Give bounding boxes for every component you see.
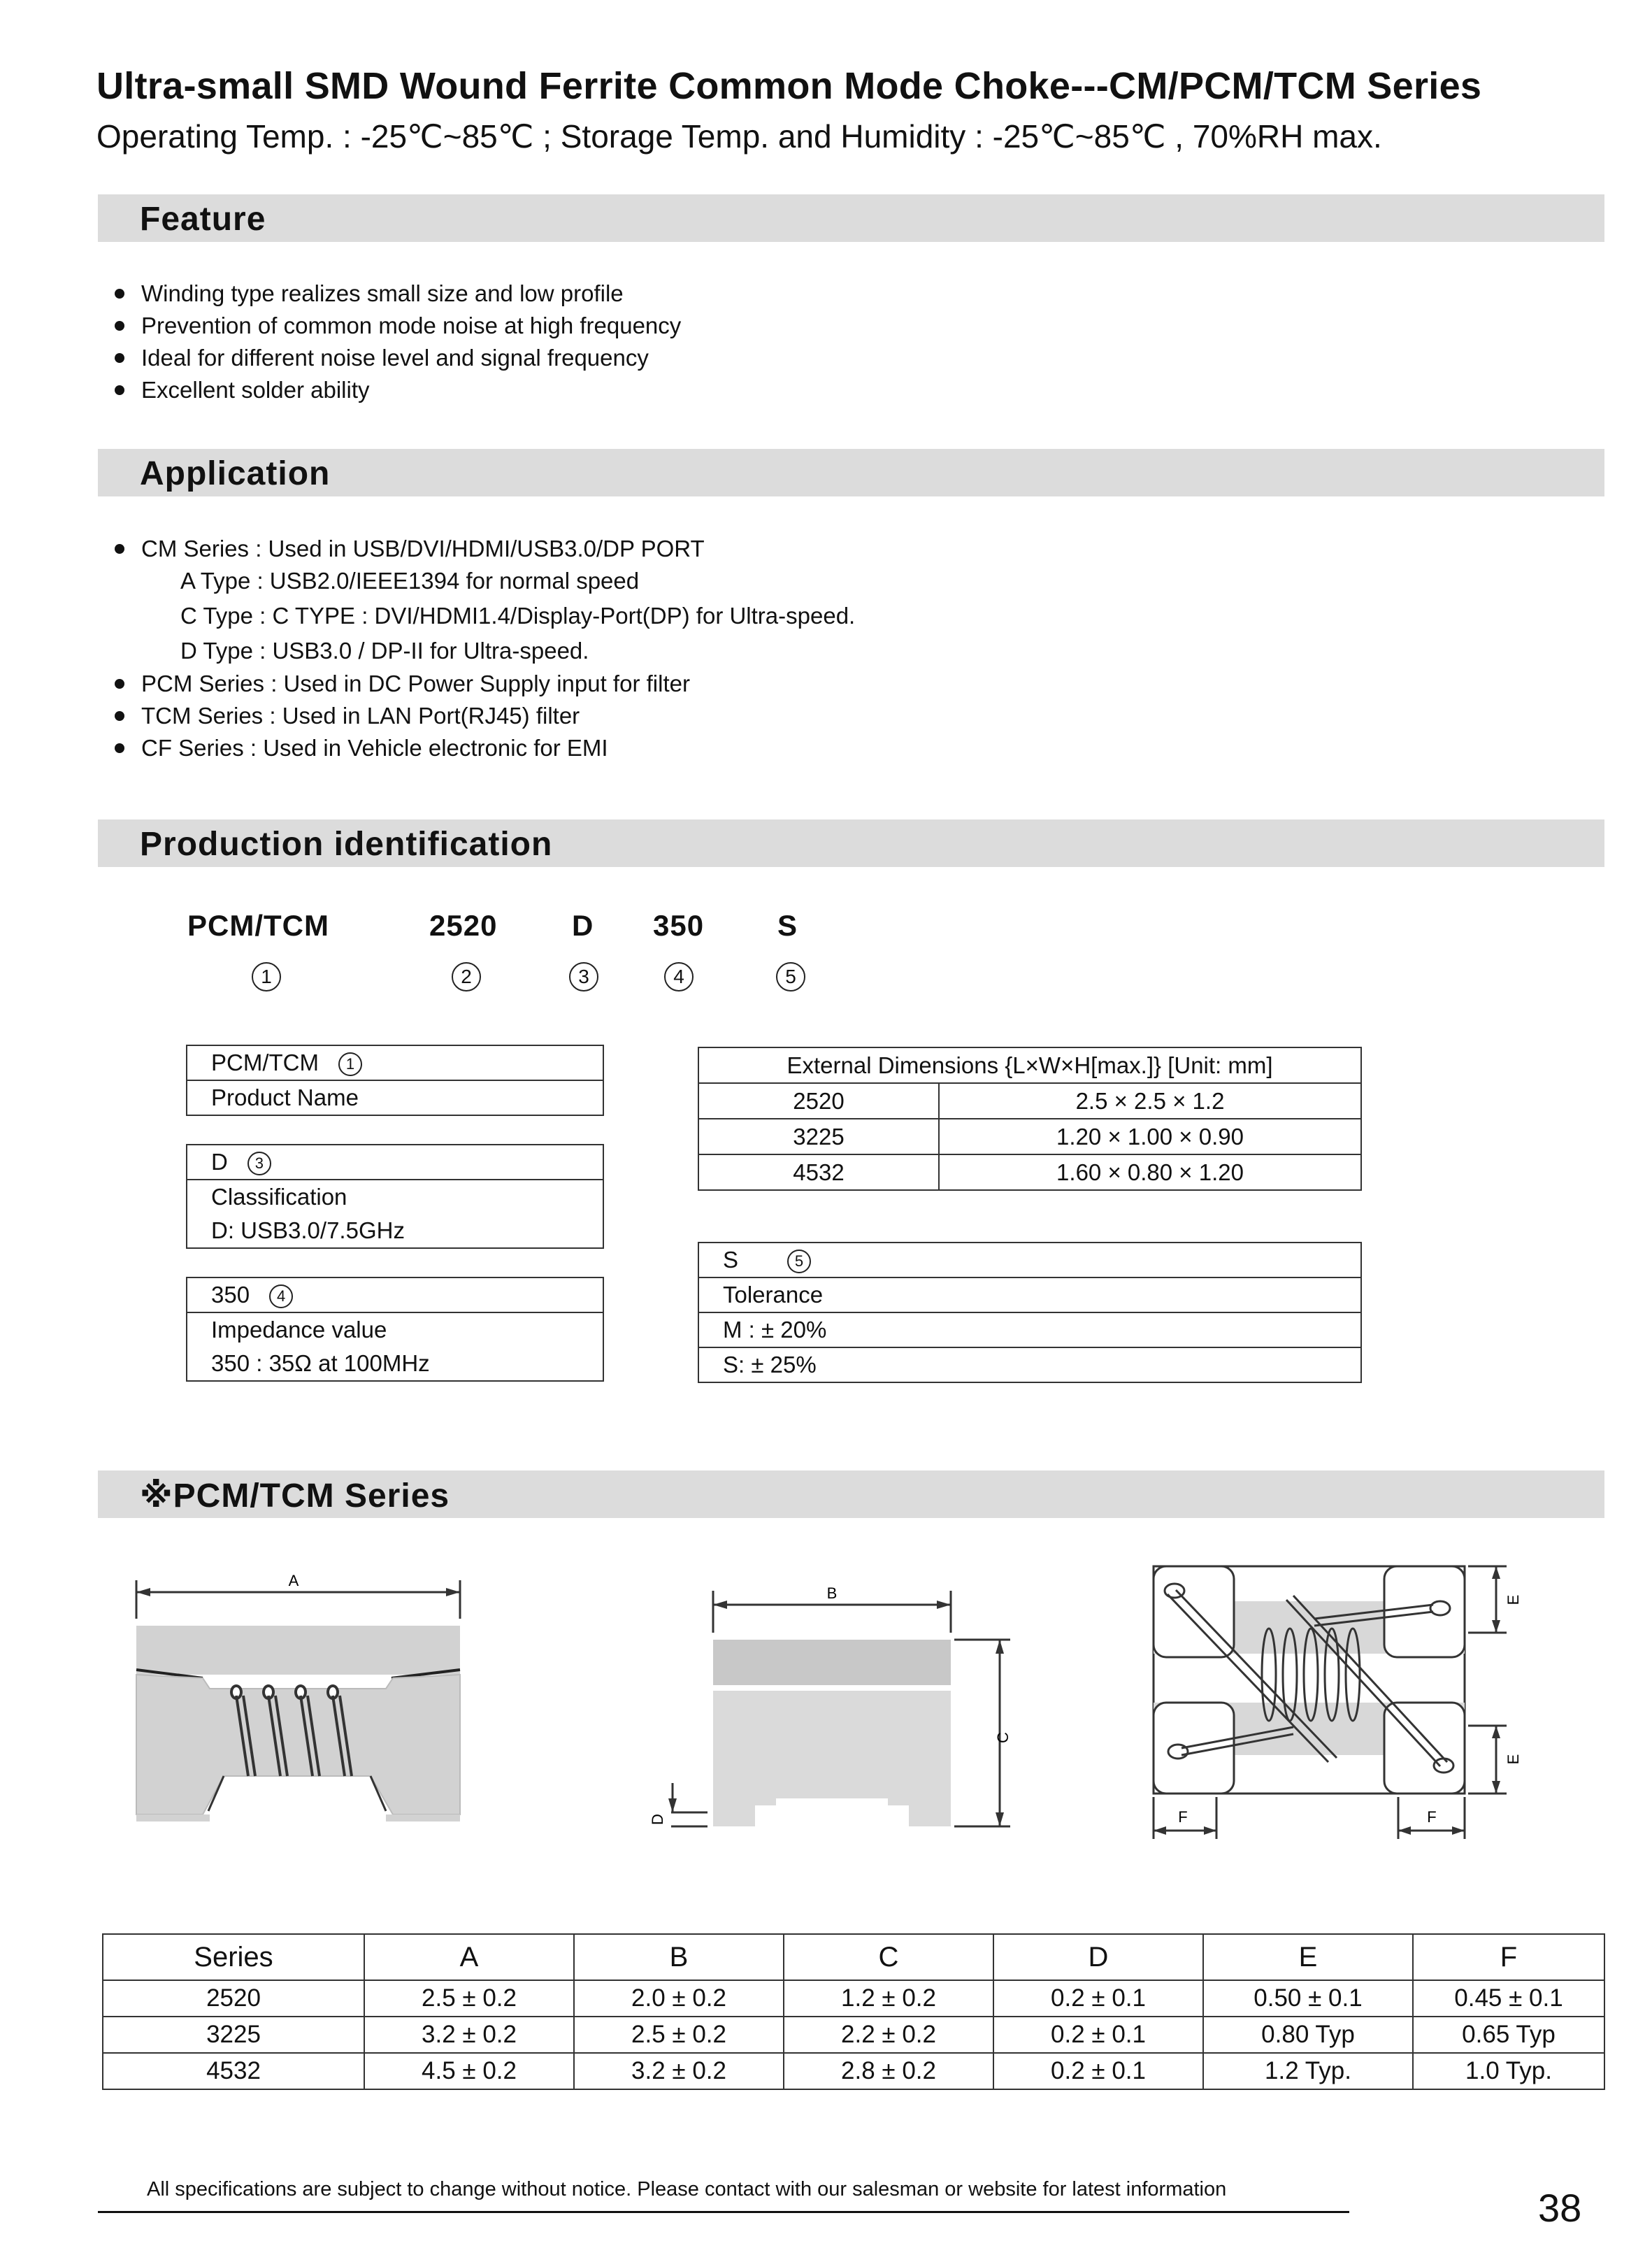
series-heading: ※PCM/TCM Series <box>140 1477 450 1515</box>
feature-section-header <box>98 194 1604 242</box>
code-impedance: 350 <box>653 909 705 942</box>
dim-label-a: A <box>288 1572 299 1589</box>
external-dimensions-table <box>698 1047 1362 1191</box>
table-row <box>103 2053 1604 2089</box>
dim-label-d: D <box>649 1814 666 1825</box>
dim-label-f-right: F <box>1427 1808 1437 1826</box>
front-view-drawing <box>629 1566 1049 1860</box>
classification-label: Classification <box>211 1184 347 1210</box>
table-cell: 0.45 ± 0.1 <box>1413 1980 1604 2017</box>
table-cell: 2.5 ± 0.2 <box>574 2017 784 2053</box>
column-header: D <box>993 1934 1203 1980</box>
table-row <box>698 1083 1361 1119</box>
code-tolerance: S <box>777 909 798 942</box>
application-heading: Application <box>140 455 331 492</box>
production-section-header <box>98 819 1604 867</box>
tolerance-box <box>698 1242 1362 1383</box>
marker-2: 2 <box>452 962 481 992</box>
application-cm-d-type: D Type : USB3.0 / DP-II for Ultra-speed. <box>180 638 589 664</box>
application-cm-a-type: A Type : USB2.0/IEEE1394 for normal speed <box>180 568 640 594</box>
table-cell: 0.2 ± 0.1 <box>993 2053 1203 2089</box>
table-cell: 3.2 ± 0.2 <box>364 2017 574 2053</box>
column-header: E <box>1203 1934 1413 1980</box>
table-cell: 0.50 ± 0.1 <box>1203 1980 1413 2017</box>
dimension-value: 1.20 × 1.00 × 0.90 <box>939 1119 1361 1154</box>
page-title: Ultra-small SMD Wound Ferrite Common Mode Choke---CM/PCM/TCM Series <box>96 65 1482 107</box>
application-section-header <box>98 449 1604 496</box>
marker-4-inline: 4 <box>269 1284 293 1308</box>
dimensions-header: External Dimensions {L×W×H[max.]} [Unit: mm] <box>698 1047 1361 1083</box>
tolerance-code: S <box>723 1247 739 1273</box>
marker-5-inline: 5 <box>787 1250 811 1273</box>
tolerance-s: S: ± 25% <box>723 1352 817 1377</box>
side-view-drawing <box>126 1566 468 1846</box>
dim-label-e-top: E <box>1504 1594 1522 1605</box>
table-cell: 0.2 ± 0.1 <box>993 2017 1203 2053</box>
application-item-cf: CF Series : Used in Vehicle electronic for EMI <box>112 732 690 764</box>
column-header: F <box>1413 1934 1604 1980</box>
classification-box <box>186 1144 604 1249</box>
table-header-row <box>103 1934 1604 1980</box>
application-list <box>112 533 705 565</box>
page-subtitle: Operating Temp. : -25℃~85℃ ; Storage Temp. and Humidity : -25℃~85℃ , 70%RH max. <box>96 118 1382 155</box>
table-cell: 4532 <box>103 2053 364 2089</box>
dim-label-e-bottom: E <box>1504 1754 1522 1765</box>
dimension-size: 3225 <box>698 1119 939 1154</box>
product-name-code: PCM/TCM <box>211 1050 319 1075</box>
feature-item: Winding type realizes small size and low profile <box>112 278 681 310</box>
feature-heading: Feature <box>140 201 266 238</box>
dimension-size: 4532 <box>698 1154 939 1190</box>
table-cell: 0.2 ± 0.1 <box>993 1980 1203 2017</box>
column-header: C <box>784 1934 993 1980</box>
application-list-2 <box>112 668 690 764</box>
dim-label-c: C <box>994 1732 1012 1743</box>
table-row <box>698 1119 1361 1154</box>
table-cell: 2.5 ± 0.2 <box>364 1980 574 2017</box>
marker-1-inline: 1 <box>338 1052 362 1076</box>
table-cell: 4.5 ± 0.2 <box>364 2053 574 2089</box>
application-item-cm: CM Series : Used in USB/DVI/HDMI/USB3.0/DP PORT <box>112 533 705 565</box>
table-cell: 2.8 ± 0.2 <box>784 2053 993 2089</box>
column-header: B <box>574 1934 784 1980</box>
impedance-box <box>186 1277 604 1382</box>
feature-list <box>112 278 681 406</box>
column-header: Series <box>103 1934 364 1980</box>
table-cell: 1.0 Typ. <box>1413 2053 1604 2089</box>
table-cell: 3225 <box>103 2017 364 2053</box>
feature-item: Ideal for different noise level and signal frequency <box>112 342 681 374</box>
series-section-header <box>98 1470 1604 1518</box>
code-classification: D <box>572 909 594 942</box>
feature-item: Excellent solder ability <box>112 374 681 406</box>
marker-5: 5 <box>776 962 805 992</box>
feature-item: Prevention of common mode noise at high frequency <box>112 310 681 342</box>
table-cell: 0.65 Typ <box>1413 2017 1604 2053</box>
page-number: 38 <box>1538 2186 1582 2230</box>
table-cell: 2.2 ± 0.2 <box>784 2017 993 2053</box>
code-size: 2520 <box>429 909 498 942</box>
code-product-name: PCM/TCM <box>187 909 329 942</box>
product-name-box <box>186 1045 604 1116</box>
marker-1: 1 <box>252 962 281 992</box>
marker-4: 4 <box>664 962 694 992</box>
table-row <box>698 1154 1361 1190</box>
dimension-size: 2520 <box>698 1083 939 1119</box>
classification-code: D <box>211 1149 228 1175</box>
table-cell: 2.0 ± 0.2 <box>574 1980 784 2017</box>
table-cell: 3.2 ± 0.2 <box>574 2053 784 2089</box>
application-item-pcm: PCM Series : Used in DC Power Supply input for filter <box>112 668 690 700</box>
product-name-label: Product Name <box>211 1085 359 1110</box>
footer-note: All specifications are subject to change without notice. Please contact with our salesman or website for latest information <box>147 2178 1227 2200</box>
impedance-value: 350 : 35Ω at 100MHz <box>211 1350 430 1376</box>
table-row <box>103 2017 1604 2053</box>
marker-3: 3 <box>569 962 598 992</box>
footer-divider <box>98 2211 1349 2213</box>
classification-value: D: USB3.0/7.5GHz <box>211 1217 405 1243</box>
table-cell: 2520 <box>103 1980 364 2017</box>
dim-label-f-left: F <box>1178 1808 1188 1826</box>
table-row <box>103 1980 1604 2017</box>
table-cell: 0.80 Typ <box>1203 2017 1413 2053</box>
dimension-value: 2.5 × 2.5 × 1.2 <box>939 1083 1361 1119</box>
dimension-value: 1.60 × 0.80 × 1.20 <box>939 1154 1361 1190</box>
dim-label-b: B <box>826 1584 838 1602</box>
series-spec-table <box>102 1933 1605 2090</box>
marker-3-inline: 3 <box>247 1152 271 1175</box>
application-item-tcm: TCM Series : Used in LAN Port(RJ45) filter <box>112 700 690 732</box>
table-cell: 1.2 Typ. <box>1203 2053 1413 2089</box>
column-header: A <box>364 1934 574 1980</box>
production-heading: Production identification <box>140 826 553 863</box>
tolerance-label: Tolerance <box>723 1282 824 1308</box>
application-cm-c-type: C Type : C TYPE : DVI/HDMI1.4/Display-Port(DP) for Ultra-speed. <box>180 603 856 629</box>
top-view-drawing <box>1140 1559 1538 1860</box>
impedance-label: Impedance value <box>211 1317 387 1343</box>
table-cell: 1.2 ± 0.2 <box>784 1980 993 2017</box>
impedance-code: 350 <box>211 1282 250 1308</box>
tolerance-m: M : ± 20% <box>723 1317 827 1343</box>
